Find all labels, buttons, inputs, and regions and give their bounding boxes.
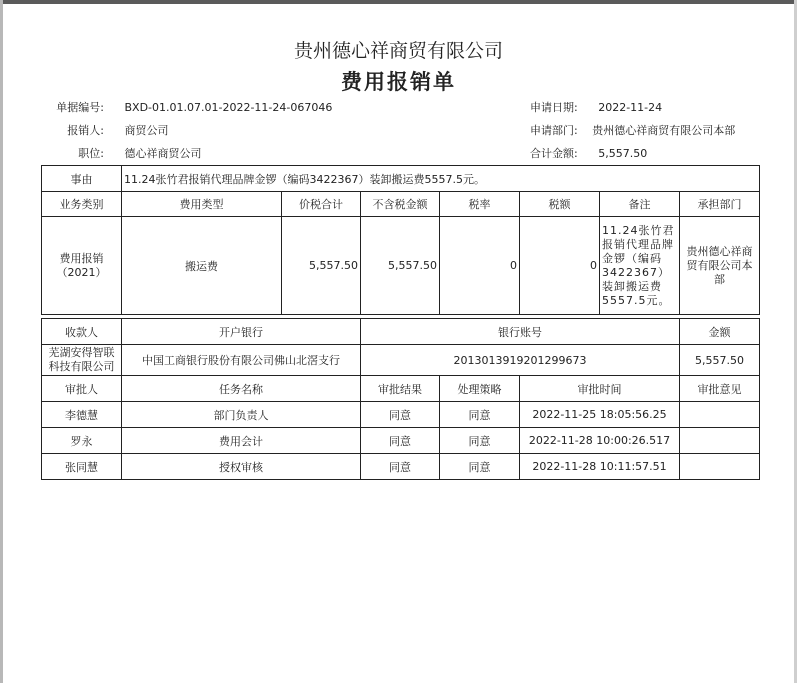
- reason-row: [42, 166, 760, 192]
- expense-type: 搬运费: [122, 217, 282, 315]
- payee-header-name: 收款人: [42, 319, 122, 345]
- header-dept: 承担部门: [680, 192, 760, 217]
- approval-time: 2022-11-25 18:05:56.25: [520, 402, 680, 428]
- approval-approver: 李德慧: [42, 402, 122, 428]
- header-rate: 税率: [440, 192, 520, 217]
- approval-header-opinion: 审批意见: [680, 376, 760, 402]
- dept-label: 申请部门:: [530, 124, 578, 137]
- approval-opinion: [680, 454, 760, 480]
- header-type: 费用类型: [122, 192, 282, 217]
- apply-date-value: 2022-11-24: [598, 101, 663, 114]
- payee-account: 2013013919201299673: [361, 345, 680, 376]
- payee-bank: 中国工商银行股份有限公司佛山北滘支行: [122, 345, 361, 376]
- payee-header-row: [42, 319, 760, 345]
- header-total: 价税合计: [282, 192, 361, 217]
- expense-row: [42, 217, 760, 315]
- approval-opinion: [680, 402, 760, 428]
- approval-header-task: 任务名称: [122, 376, 361, 402]
- window-left-border: [0, 0, 3, 683]
- document-title: 费用报销单: [341, 70, 456, 94]
- position-value: 德心祥商贸公司: [124, 147, 202, 160]
- approval-header-row: [42, 376, 760, 402]
- approval-approver: 罗永: [42, 428, 122, 454]
- expense-header-row: [42, 192, 760, 217]
- header-category: 业务类别: [42, 192, 122, 217]
- approval-task: 授权审核: [122, 454, 361, 480]
- total-value: 5,557.50: [598, 147, 648, 160]
- position-label: 职位:: [78, 147, 104, 160]
- payment-approval-table: [41, 318, 760, 480]
- expense-rate: 0: [440, 217, 520, 315]
- approval-strategy: 同意: [440, 454, 520, 480]
- header-net: 不含税金额: [361, 192, 440, 217]
- approval-row: [42, 402, 760, 428]
- approval-strategy: 同意: [440, 428, 520, 454]
- approval-time: 2022-11-28 10:00:26.517: [520, 428, 680, 454]
- expense-tax: 0: [520, 217, 600, 315]
- applicant-label: 报销人:: [67, 124, 104, 137]
- approval-header-strategy: 处理策略: [440, 376, 520, 402]
- doc-no-value: BXD-01.01.07.01-2022-11-24-067046: [124, 101, 333, 114]
- approval-approver: 张同慧: [42, 454, 122, 480]
- approval-header-approver: 审批人: [42, 376, 122, 402]
- apply-date-label: 申请日期:: [530, 101, 578, 114]
- payee-header-bank: 开户银行: [122, 319, 361, 345]
- doc-no-row: [52, 99, 332, 115]
- applicant-row: [52, 122, 169, 138]
- total-label: 合计金额:: [530, 147, 578, 160]
- expense-note: 11.24张竹君报销代理品牌金锣（编码3422367）装卸搬运费5557.5元。: [600, 217, 680, 315]
- approval-result: 同意: [361, 428, 440, 454]
- reason-text: 11.24张竹君报销代理品牌金锣（编码3422367）装卸搬运费5557.5元。: [122, 166, 760, 192]
- dept-row: [530, 122, 735, 138]
- payee-row: [42, 345, 760, 376]
- approval-strategy: 同意: [440, 402, 520, 428]
- expense-net: 5,557.50: [361, 217, 440, 315]
- company-name: 贵州德心祥商贸有限公司: [293, 40, 503, 62]
- approval-task: 部门负责人: [122, 402, 361, 428]
- approval-task: 费用会计: [122, 428, 361, 454]
- expense-total: 5,557.50: [282, 217, 361, 315]
- payee-header-account: 银行账号: [361, 319, 680, 345]
- approval-row: [42, 454, 760, 480]
- expense-dept: 贵州德心祥商贸有限公司本部: [680, 217, 760, 315]
- approval-result: 同意: [361, 454, 440, 480]
- expense-category: 费用报销（2021）: [42, 217, 122, 315]
- approval-header-time: 审批时间: [520, 376, 680, 402]
- approval-opinion: [680, 428, 760, 454]
- header-tax: 税额: [520, 192, 600, 217]
- applicant-value: 商贸公司: [124, 124, 169, 137]
- approval-row: [42, 428, 760, 454]
- dept-value: 贵州德心祥商贸有限公司本部: [592, 124, 736, 137]
- window-top-border: [0, 0, 797, 4]
- approval-header-result: 审批结果: [361, 376, 440, 402]
- expense-table: [41, 165, 760, 315]
- doc-no-label: 单据编号:: [56, 101, 104, 114]
- position-row: [52, 145, 202, 161]
- payee-amount: 5,557.50: [680, 345, 760, 376]
- apply-date-row: [530, 99, 662, 115]
- header-note: 备注: [600, 192, 680, 217]
- payee-header-amount: 金额: [680, 319, 760, 345]
- total-row: [530, 145, 647, 161]
- approval-result: 同意: [361, 402, 440, 428]
- payee-name: 芜湖安得智联科技有限公司: [42, 345, 122, 376]
- reason-label: 事由: [42, 166, 122, 192]
- approval-time: 2022-11-28 10:11:57.51: [520, 454, 680, 480]
